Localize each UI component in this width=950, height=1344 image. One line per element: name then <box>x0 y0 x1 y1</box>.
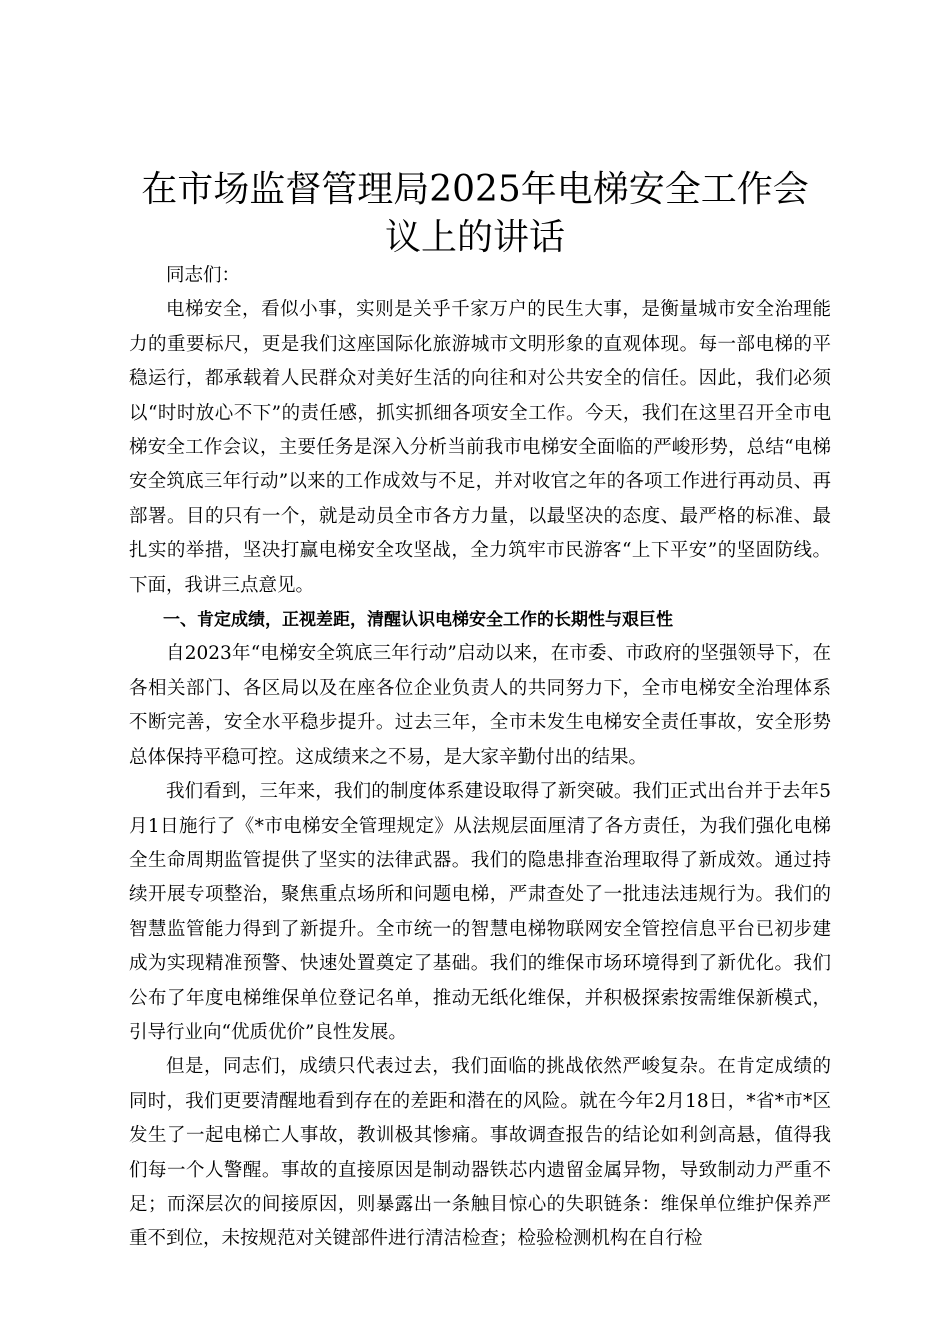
document-title: 在市场监督管理局2025年电梯安全工作会议上的讲话 <box>141 169 809 258</box>
intro-paragraph: 电梯安全，看似小事，实则是关乎千家万户的民生大事，是衡量城市安全治理能力的重要标尺，更是我们这座国际化旅游城市文明形象的直观体现。每一部电梯的平稳运行，都承载着人民群众对美好生活的向往和对公共安全的信任。因此，我们必须以“时时放心不下”的责任感，抓实抓细各项安全工作。今天，我们在这里召开全市电梯安全工作会议，主要任务是深入分析当前我市电梯安全面临的严峻形势，总结“电梯安全筑底三年行动”以来的工作成效与不足，并对收官之年的各项工作进行再动员、再部署。目的只有一个，就是动员全市各方力量，以最坚决的态度、最严格的标准、最扎实的举措，坚决打赢电梯安全攻坚战，全力筑牢市民游客“上下平安”的坚固防线。下面，我讲三点意见。 <box>129 299 831 596</box>
section-heading: 一、肯定成绩，正视差距，清醒认识电梯安全工作的长期性与艰巨性 <box>163 610 673 631</box>
section-paragraph: 但是，同志们，成绩只代表过去，我们面临的挑战依然严峻复杂。在肯定成绩的同时，我们更要清醒地看到存在的差距和潜在的风险。就在今年2月18日，*省*市*区发生了一起电梯亡人事故，教训极其惨痛。事故调查报告的结论如利剑高悬，值得我们每一个人警醒。事故的直接原因是制动器铁芯内遗留金属异物，导致制动力严重不足；而深层次的间接原因，则暴露出一条触目惊心的失职链条：维保单位维护保养严重不到位，未按规范对关键部件进行清洁检查；检验检测机构在自行检 <box>129 1056 831 1250</box>
document-body <box>129 259 831 1257</box>
section-paragraph: 我们看到，三年来，我们的制度体系建设取得了新突破。我们正式出台并于去年5月1日施行了《*市电梯安全管理规定》从法规层面厘清了各方责任，为我们强化电梯全生命周期监管提供了坚实的法律武器。我们的隐患排查治理取得了新成效。通过持续开展专项整治，聚焦重点场所和问题电梯，严肃查处了一批违法违规行为。我们的智慧监管能力得到了新提升。全市统一的智慧电梯物联网安全管控信息平台已初步建成为实现精准预警、快速处置奠定了基础。我们的维保市场环境得到了新优化。我们公布了年度电梯维保单位登记名单，推动无纸化维保，并积极探索按需维保新模式，引导行业向“优质优价”良性发展。 <box>129 781 831 1043</box>
section-paragraph: 自2023年“电梯安全筑底三年行动”启动以来，在市委、市政府的坚强领导下，在各相关部门、各区局以及在座各位企业负责人的共同努力下，全市电梯安全治理体系不断完善，安全水平稳步提升。过去三年，全市未发生电梯安全责任事故，安全形势总体保持平稳可控。这成绩来之不易，是大家辛勤付出的结果。 <box>129 643 831 768</box>
salutation: 同志们： <box>166 265 241 286</box>
